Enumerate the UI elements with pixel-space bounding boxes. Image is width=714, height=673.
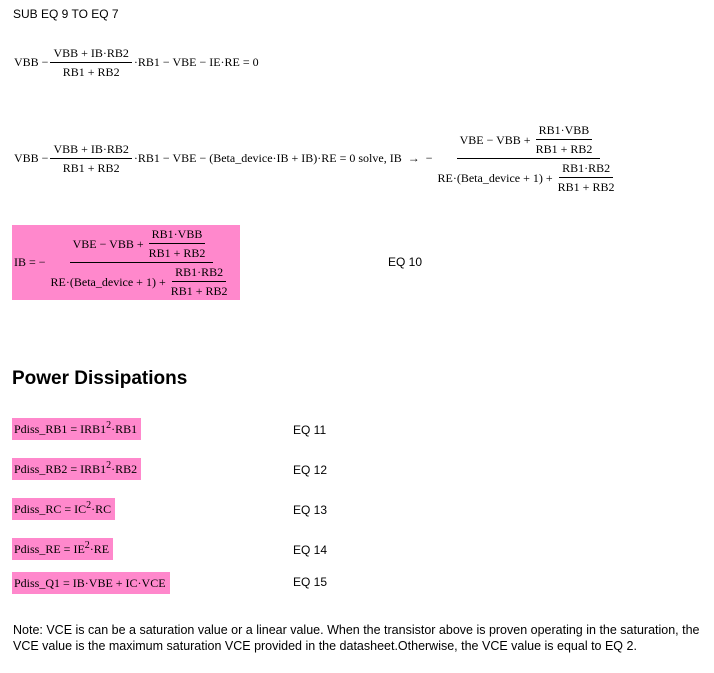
- equation-13[interactable]: [12, 498, 115, 520]
- eq10-den-frac-den: RB1 + RB2: [170, 284, 228, 298]
- eq-a-rest: ·RB1 − VBE − IE·RE = 0: [133, 55, 259, 69]
- eq-b-result-denominator: [435, 159, 623, 194]
- equation-12[interactable]: [12, 458, 141, 480]
- eq-b-numerator: VBB + IB·RB2: [50, 142, 131, 159]
- eq-b-result-den-frac-num: RB1·RB2: [559, 161, 613, 178]
- eq10-num-frac-den: RB1 + RB2: [148, 246, 206, 260]
- eq12-base: Pdiss_RB2 = IRB1: [14, 461, 107, 476]
- eq12-tail: ·RB2: [111, 461, 138, 476]
- eq10-den-prefix: RE·(Beta_device + 1) +: [50, 274, 166, 289]
- eq-a-lhs: VBB −: [14, 55, 49, 69]
- eq-b-rest: ·RB1 − VBE − (Beta_device·IB + IB)·RE = 0 solve, IB: [133, 151, 402, 165]
- eq11-base: Pdiss_RB1 = IRB1: [14, 421, 107, 436]
- equation-14[interactable]: [12, 538, 113, 560]
- eq12-label: EQ 12: [293, 463, 328, 477]
- eq-b-result-num-frac-num: RB1·VBB: [536, 123, 593, 140]
- eq10-label: EQ 10: [388, 255, 423, 269]
- eq15-base: Pdiss_Q1 = IB·VBE + IC·VCE: [14, 575, 166, 590]
- eq10-lhs: IB = −: [14, 255, 46, 269]
- eq-b-lhs: VBB −: [14, 151, 49, 165]
- eq11-tail: ·RB1: [111, 421, 138, 436]
- note-text: Note: VCE is can be a saturation value or a linear value. When the transistor above is proven operating in the saturation, the VCE value is the maximum saturation VCE provided in the datasheet.Otherwise, the VCE value is equal to EQ 2.: [13, 623, 700, 653]
- eq13-label: EQ 13: [293, 503, 328, 517]
- eq-b-result-minus: −: [425, 151, 433, 165]
- eq13-tail: ·RC: [91, 501, 112, 516]
- eq-b-fraction: [50, 142, 131, 175]
- eq10-num-frac-num: RB1·VBB: [149, 227, 206, 244]
- eq-b-result-num-prefix: VBE − VBB +: [459, 132, 531, 147]
- eq-b-denominator: RB1 + RB2: [62, 161, 120, 175]
- equation-sub[interactable]: [14, 46, 259, 79]
- section-title: SUB EQ 9 TO EQ 7: [13, 7, 119, 21]
- eq14-tail: ·RE: [89, 541, 110, 556]
- eq11-exponent: 2: [106, 419, 112, 431]
- eq13-exponent: 2: [86, 499, 92, 511]
- eq10-num-fraction: [146, 227, 209, 260]
- eq10-denominator: [48, 263, 236, 298]
- equation-solve[interactable]: [14, 123, 624, 194]
- eq12-exponent: 2: [106, 459, 112, 471]
- equation-11[interactable]: [12, 418, 141, 440]
- eq-b-result-den-frac-den: RB1 + RB2: [557, 180, 615, 194]
- eq-b-result-num-fraction: [533, 123, 596, 156]
- eq14-exponent: 2: [84, 539, 90, 551]
- eq15-label: EQ 15: [293, 575, 328, 589]
- power-dissipations-heading: Power Dissipations: [12, 368, 188, 389]
- eq-a-denominator: RB1 + RB2: [62, 65, 120, 79]
- eq-b-result-num-frac-den: RB1 + RB2: [535, 142, 593, 156]
- equation-10[interactable]: [12, 225, 240, 300]
- eq14-base: Pdiss_RE = IE: [14, 541, 85, 556]
- solve-arrow-icon: →: [407, 151, 420, 165]
- eq-a-fraction: [50, 46, 131, 79]
- eq-b-result-den-fraction: [555, 161, 618, 194]
- eq-b-result-den-prefix: RE·(Beta_device + 1) +: [437, 170, 553, 185]
- eq-a-numerator: VBB + IB·RB2: [50, 46, 131, 63]
- eq10-fraction: [48, 227, 236, 298]
- eq10-den-frac-num: RB1·RB2: [172, 265, 226, 282]
- eq11-label: EQ 11: [293, 423, 327, 437]
- eq10-num-prefix: VBE − VBB +: [72, 236, 144, 251]
- eq10-numerator: [70, 227, 214, 263]
- eq-b-result-fraction: [435, 123, 623, 194]
- eq13-base: Pdiss_RC = IC: [14, 501, 87, 516]
- equation-15[interactable]: [12, 572, 170, 594]
- eq14-label: EQ 14: [293, 543, 328, 557]
- eq10-den-fraction: [168, 265, 231, 298]
- eq-b-result-numerator: [457, 123, 601, 159]
